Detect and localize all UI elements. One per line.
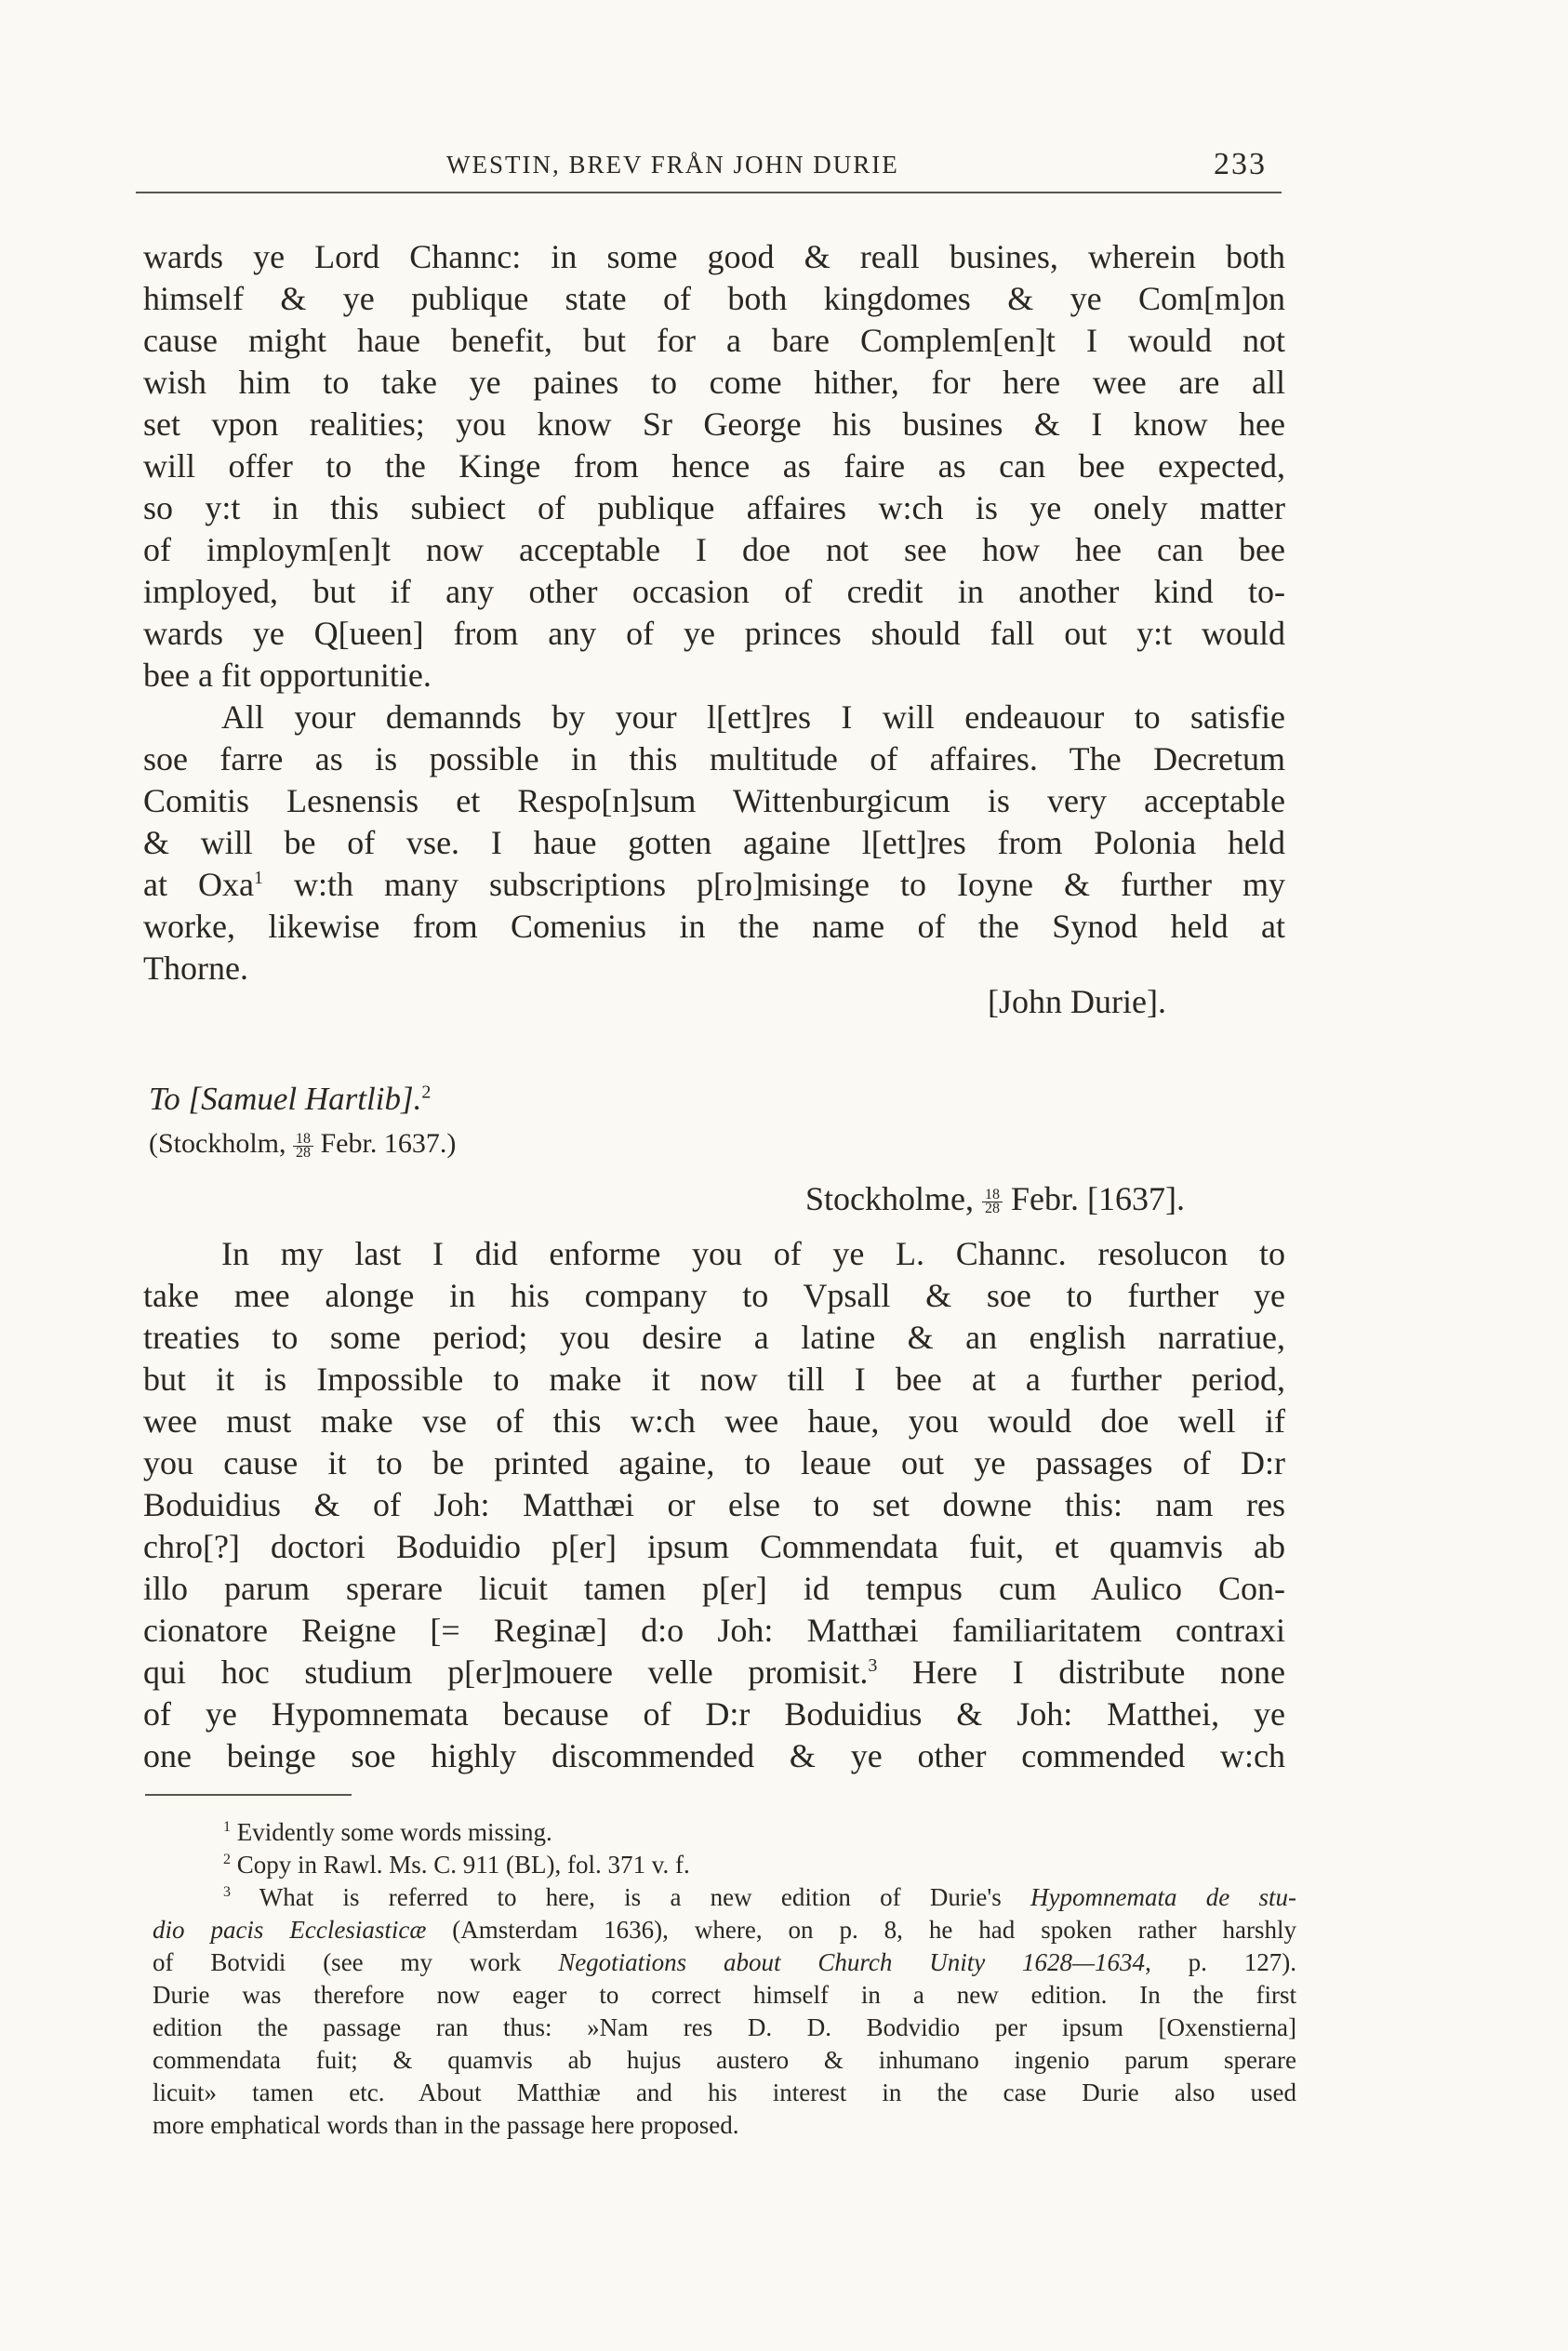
frac-num: 18 [982,1189,1003,1202]
text-line: In my last I did enforme you of ye L. Channc. resolucon to [221,1235,1285,1272]
text-line: you cause it to be printed againe, to leaue out ye passages of D:r [143,1444,1285,1481]
footnote-line [153,1946,1296,1979]
header-rule [136,192,1282,193]
text-span: Febr. [1637]. [1010,1180,1185,1217]
text-line: & will be of vse. I haue gotten againe l[ett]res from Polonia held [143,824,1285,861]
text-span: (Stockholm, [149,1128,286,1159]
footnote-text: What is referred to here, is a new edition of Durie's [259,1883,1031,1911]
text-line: Boduidius & of Joh: Matthæi or else to set downe this: nam res [143,1486,1285,1523]
text-line: All your demannds by your l[ett]res I will endeauour to satisfie [221,698,1285,736]
heading-text: To [Samuel Hartlib]. [149,1081,422,1117]
date-fraction [293,1130,313,1161]
text-span: at Oxa [143,866,254,903]
text-line: worke, likewise from Comenius in the name of the Synod held at [143,908,1285,945]
footnote-text: , p. 127). [1145,1948,1296,1976]
footnote-2 [223,1849,1304,1881]
text-span: Here I distribute none [877,1654,1285,1691]
text-line: bee a fit opportunitie. [143,657,432,694]
date-fraction [982,1189,1003,1215]
text-line: soe farre as is possible in this multitude of affaires. The Decretum [143,740,1285,777]
footnote-ref: 2 [421,1082,432,1103]
text-span: qui hoc studium p[er]mouere velle promisit. [143,1654,869,1691]
signature: [John Durie]. [988,983,1166,1020]
text-line: Thorne. [143,950,248,987]
footnote-line: edition the passage ran thus: »Nam res D. D. Bodvidio per ipsum [Oxenstierna] [153,2013,1296,2041]
text-line: take mee alonge in his company to Vpsall & soe to further ye [143,1277,1285,1314]
footnote-number: 2 [223,1852,231,1867]
footnote-rule [145,1794,352,1796]
text-line: but it is Impossible to make it now till I bee at a further period, [143,1361,1285,1398]
footnote-number: 3 [223,1884,231,1900]
footnote-3 [223,1881,1296,1914]
text-line: Comitis Lesnensis et Respo[n]sum Wittenburgicum is very acceptable [143,782,1285,819]
footnote-line: more emphatical words than in the passage here proposed. [153,2111,739,2139]
footnote-text: Evidently some words missing. [236,1818,552,1846]
text-line: wee must make vse of this w:ch wee haue, you would doe well if [143,1402,1285,1440]
text-line: of ye Hypomnemata because of D:r Boduidius & Joh: Matthei, ye [143,1695,1285,1733]
text-line: himself & ye publique state of both kingdomes & ye Com[m]on [143,280,1285,317]
text-span: w:th many subscriptions p[ro]misinge to Ioyne & further my [262,866,1285,903]
frac-num: 18 [293,1133,313,1147]
text-line: illo parum sperare licuit tamen p[er] id tempus cum Aulico Con- [143,1570,1285,1607]
footnote-ref: 1 [253,868,263,888]
text-line [143,1652,1285,1694]
footnote-line: licuit» tamen etc. About Matthiæ and his interest in the case Durie also used [153,2079,1296,2106]
frac-den: 28 [984,1201,1000,1217]
footnote-text: Copy in Rawl. Ms. C. 911 (BL), fol. 371 v. f. [236,1851,690,1879]
footnote-1 [223,1816,1304,1849]
letter-heading [149,1081,431,1118]
text-span: Febr. 1637.) [320,1128,457,1159]
page-number: 233 [1214,147,1267,181]
letter-subhead [149,1128,456,1160]
footnote-line: commendata fuit; & quamvis ab hujus austero & inhumano ingenio parum sperare [153,2046,1296,2074]
footnote-title: dio pacis Ecclesiasticæ [153,1916,427,1944]
text-line: chro[?] doctori Boduidio p[er] ipsum Commendata fuit, et quamvis ab [143,1528,1285,1565]
text-line: wards ye Q[ueen] from any of ye princes should fall out y:t would [143,615,1285,652]
text-line: so y:t in this subiect of publique affaires w:ch is ye onely matter [143,489,1285,526]
footnote-title: Negotiations about Church Unity 1628—1634 [558,1948,1146,1976]
footnote-ref: 3 [868,1655,878,1676]
text-line: cause might haue benefit, but for a bare Complem[en]t I would not [143,322,1285,359]
running-title: WESTIN, BREV FRÅN JOHN DURIE [446,151,899,179]
text-line: cionatore Reigne [= Reginæ] d:o Joh: Matthæi familiaritatem contraxi [143,1612,1285,1649]
footnote-line [153,1914,1296,1946]
text-line: of imploym[en]t now acceptable I doe not see how hee can bee [143,531,1285,568]
footnote-text: (Amsterdam 1636), where, on p. 8, he had spoken rather harshly [426,1916,1296,1944]
footnote-line: Durie was therefore now eager to correct himself in a new edition. In the first [153,1981,1296,2009]
text-span: Stockholme, [805,1180,974,1217]
footnote-text: of Botvidi (see my work [153,1948,559,1976]
footnote-number: 1 [223,1819,231,1835]
text-line: treaties to some period; you desire a latine & an english narratiue, [143,1319,1285,1356]
frac-den: 28 [296,1144,311,1161]
dateline [805,1179,1185,1218]
text-line [143,864,1285,906]
text-line: imployed, but if any other occasion of credit in another kind to- [143,573,1285,610]
text-line: wards ye Lord Channc: in some good & reall busines, wherein both [143,238,1285,275]
footnote-title: Hypomnemata de stu- [1030,1883,1296,1911]
text-line: one beinge soe highly discommended & ye other commended w:ch [143,1737,1285,1774]
text-line: will offer to the Kinge from hence as faire as can bee expected, [143,447,1285,485]
text-line: set vpon realities; you know Sr George his busines & I know hee [143,405,1285,443]
text-line: wish him to take ye paines to come hither, for here wee are all [143,364,1285,401]
